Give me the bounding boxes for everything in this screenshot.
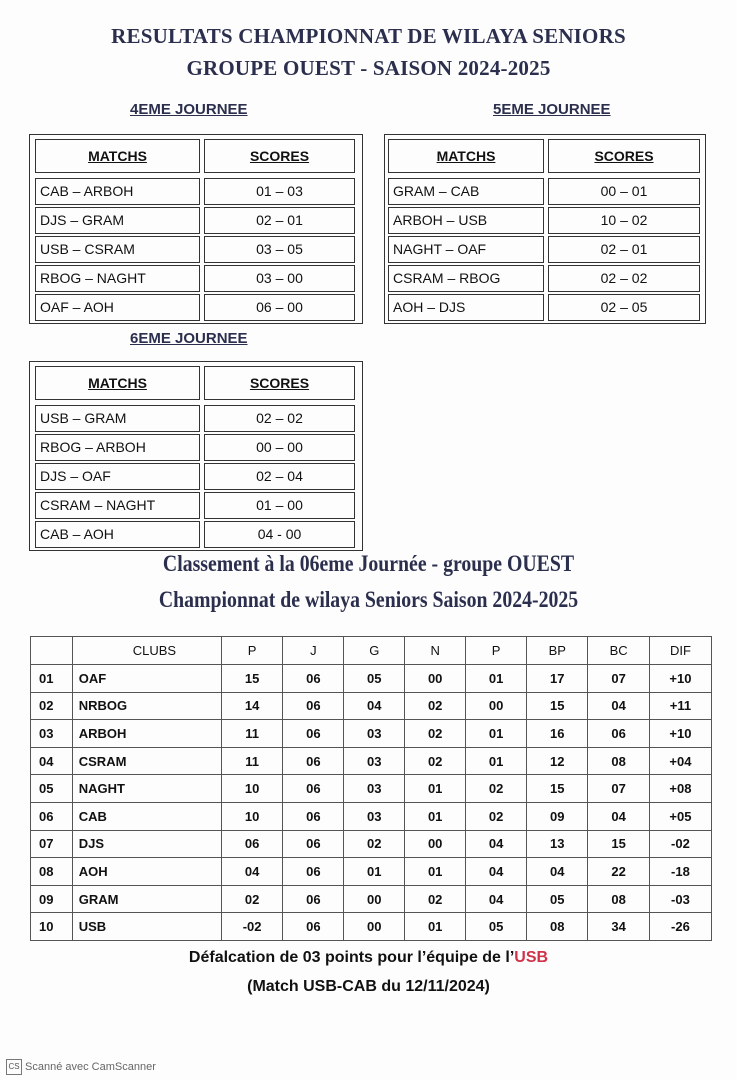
j6-score-cell: 02 – 04 [204, 463, 355, 490]
club-cell: AOH [72, 858, 221, 886]
table-row [31, 802, 712, 830]
stat-cell: +11 [649, 692, 711, 720]
standings-header-cell: DIF [649, 637, 711, 665]
club-cell: OAF [72, 665, 221, 693]
stat-cell: 02 [405, 885, 466, 913]
standings-header-cell: P [221, 637, 283, 665]
j6-header-matchs: MATCHS [35, 366, 200, 400]
stat-cell: 22 [588, 858, 649, 886]
stat-cell: 06 [283, 692, 344, 720]
stat-cell: 10 [221, 802, 283, 830]
stat-cell: 12 [527, 747, 588, 775]
j6-score-cell: 02 – 02 [204, 405, 355, 432]
j5-score-cell: 02 – 02 [548, 265, 700, 292]
stat-cell: 34 [588, 913, 649, 941]
standings-subtitle: Championnat de wilaya Seniors Saison 2024-2025 [158, 587, 579, 612]
j4-match-cell: DJS – GRAM [35, 207, 200, 234]
rank-cell: 08 [31, 858, 73, 886]
table-row [31, 747, 712, 775]
j4-score-cell: 03 – 05 [204, 236, 355, 263]
stat-cell: +10 [649, 665, 711, 693]
stat-cell: 06 [283, 858, 344, 886]
club-cell: ARBOH [72, 720, 221, 748]
j5-score-cell: 02 – 05 [548, 294, 700, 321]
standings-header-cell: G [344, 637, 405, 665]
stat-cell: 00 [466, 692, 527, 720]
penalty-team: USB [514, 949, 549, 966]
standings-header-cell: J [283, 637, 344, 665]
page-title-line1: RESULTATS CHAMPIONNAT DE WILAYA SENIORS [111, 24, 626, 48]
standings-title: Classement à la 06eme Journée - groupe OUEST [162, 551, 575, 576]
stat-cell: 02 [405, 720, 466, 748]
rank-cell: 02 [31, 692, 73, 720]
stat-cell: 17 [527, 665, 588, 693]
stat-cell: 03 [344, 747, 405, 775]
stat-cell: 06 [283, 720, 344, 748]
stat-cell: 01 [405, 775, 466, 803]
stat-cell: 05 [527, 885, 588, 913]
stat-cell: 02 [405, 747, 466, 775]
stat-cell: -03 [649, 885, 711, 913]
stat-cell: 01 [466, 720, 527, 748]
stat-cell: 03 [344, 720, 405, 748]
table-row [31, 692, 712, 720]
j6-title: 6EME JOURNEE [130, 330, 248, 347]
stat-cell: 15 [527, 692, 588, 720]
stat-cell: 06 [283, 747, 344, 775]
stat-cell: 06 [588, 720, 649, 748]
rank-cell: 10 [31, 913, 73, 941]
stat-cell: 07 [588, 665, 649, 693]
j6-match-cell: CSRAM – NAGHT [35, 492, 200, 519]
j6-match-cell: DJS – OAF [35, 463, 200, 490]
rank-cell: 05 [31, 775, 73, 803]
stat-cell: +04 [649, 747, 711, 775]
club-cell: NAGHT [72, 775, 221, 803]
stat-cell: 09 [527, 802, 588, 830]
stat-cell: -26 [649, 913, 711, 941]
stat-cell: 04 [344, 692, 405, 720]
standings-header-cell [31, 637, 73, 665]
club-cell: CAB [72, 802, 221, 830]
stat-cell: 06 [283, 913, 344, 941]
j5-header-matchs: MATCHS [388, 139, 544, 173]
rank-cell: 07 [31, 830, 73, 858]
standings-header-row [31, 637, 712, 665]
stat-cell: +08 [649, 775, 711, 803]
j5-match-cell: AOH – DJS [388, 294, 544, 321]
j6-match-cell: RBOG – ARBOH [35, 434, 200, 461]
stat-cell: 04 [466, 885, 527, 913]
j5-header-scores: SCORES [548, 139, 700, 173]
j6-match-cell: CAB – AOH [35, 521, 200, 548]
stat-cell: 11 [221, 747, 283, 775]
table-row [31, 858, 712, 886]
stat-cell: 08 [588, 747, 649, 775]
stat-cell: 02 [344, 830, 405, 858]
stat-cell: 14 [221, 692, 283, 720]
rank-cell: 06 [31, 802, 73, 830]
stat-cell: +05 [649, 802, 711, 830]
stat-cell: 15 [588, 830, 649, 858]
j4-score-cell: 03 – 00 [204, 265, 355, 292]
stat-cell: 01 [405, 802, 466, 830]
standings-header-cell: CLUBS [72, 637, 221, 665]
standings-header-cell: P [466, 637, 527, 665]
stat-cell: 03 [344, 775, 405, 803]
stat-cell: +10 [649, 720, 711, 748]
stat-cell: 05 [466, 913, 527, 941]
stat-cell: 00 [405, 830, 466, 858]
j4-title: 4EME JOURNEE [130, 101, 248, 118]
table-row [31, 913, 712, 941]
stat-cell: 00 [344, 885, 405, 913]
stat-cell: 06 [283, 775, 344, 803]
stat-cell: 02 [466, 775, 527, 803]
j5-score-cell: 10 – 02 [548, 207, 700, 234]
stat-cell: 08 [588, 885, 649, 913]
j6-header-scores: SCORES [204, 366, 355, 400]
standings-header-cell: N [405, 637, 466, 665]
club-cell: NRBOG [72, 692, 221, 720]
stat-cell: 00 [344, 913, 405, 941]
stat-cell: 02 [466, 802, 527, 830]
stat-cell: 01 [405, 858, 466, 886]
stat-cell: 06 [283, 830, 344, 858]
club-cell: GRAM [72, 885, 221, 913]
club-cell: USB [72, 913, 221, 941]
club-cell: DJS [72, 830, 221, 858]
j5-score-cell: 00 – 01 [548, 178, 700, 205]
j4-header-scores: SCORES [204, 139, 355, 173]
stat-cell: 04 [588, 692, 649, 720]
stat-cell: 02 [405, 692, 466, 720]
stat-cell: 04 [527, 858, 588, 886]
j4-score-cell: 02 – 01 [204, 207, 355, 234]
table-row [31, 665, 712, 693]
j4-match-cell: CAB – ARBOH [35, 178, 200, 205]
stat-cell: 16 [527, 720, 588, 748]
stat-cell: 04 [466, 830, 527, 858]
j6-score-cell: 04 - 00 [204, 521, 355, 548]
j4-score-cell: 06 – 00 [204, 294, 355, 321]
standings-table [30, 636, 712, 941]
table-row [31, 830, 712, 858]
stat-cell: 00 [405, 665, 466, 693]
stat-cell: 06 [283, 802, 344, 830]
table-row [31, 775, 712, 803]
stat-cell: 10 [221, 775, 283, 803]
table-row [31, 720, 712, 748]
j5-title: 5EME JOURNEE [493, 101, 611, 118]
rank-cell: 03 [31, 720, 73, 748]
stat-cell: -02 [649, 830, 711, 858]
stat-cell: 11 [221, 720, 283, 748]
page-title-line2: GROUPE OUEST - SAISON 2024-2025 [186, 56, 551, 80]
camscanner-watermark [6, 1059, 156, 1075]
j4-match-cell: RBOG – NAGHT [35, 265, 200, 292]
rank-cell: 01 [31, 665, 73, 693]
j5-match-cell: NAGHT – OAF [388, 236, 544, 263]
stat-cell: 15 [221, 665, 283, 693]
j6-score-cell: 01 – 00 [204, 492, 355, 519]
j5-match-cell: GRAM – CAB [388, 178, 544, 205]
camscanner-text: Scanné avec CamScanner [25, 1060, 156, 1073]
j5-match-cell: ARBOH – USB [388, 207, 544, 234]
club-cell: CSRAM [72, 747, 221, 775]
penalty-note-text: Défalcation de 03 points pour l’équipe de l’ [188, 949, 515, 966]
stat-cell: 15 [527, 775, 588, 803]
stat-cell: 08 [527, 913, 588, 941]
stat-cell: 06 [221, 830, 283, 858]
penalty-match: (Match USB-CAB du 12/11/2024) [247, 978, 490, 995]
penalty-note [0, 949, 737, 967]
j4-match-cell: OAF – AOH [35, 294, 200, 321]
stat-cell: 04 [588, 802, 649, 830]
stat-cell: 06 [283, 885, 344, 913]
stat-cell: 04 [221, 858, 283, 886]
camscanner-icon: CS [6, 1059, 22, 1075]
stat-cell: 07 [588, 775, 649, 803]
stat-cell: 06 [283, 665, 344, 693]
stat-cell: -02 [221, 913, 283, 941]
stat-cell: -18 [649, 858, 711, 886]
j4-match-cell: USB – CSRAM [35, 236, 200, 263]
j6-score-cell: 00 – 00 [204, 434, 355, 461]
stat-cell: 02 [221, 885, 283, 913]
stat-cell: 01 [466, 665, 527, 693]
stat-cell: 01 [466, 747, 527, 775]
stat-cell: 04 [466, 858, 527, 886]
j4-score-cell: 01 – 03 [204, 178, 355, 205]
rank-cell: 04 [31, 747, 73, 775]
j5-match-cell: CSRAM – RBOG [388, 265, 544, 292]
j5-score-cell: 02 – 01 [548, 236, 700, 263]
standings-header-cell: BC [588, 637, 649, 665]
stat-cell: 01 [344, 858, 405, 886]
j4-header-matchs: MATCHS [35, 139, 200, 173]
rank-cell: 09 [31, 885, 73, 913]
j6-match-cell: USB – GRAM [35, 405, 200, 432]
stat-cell: 13 [527, 830, 588, 858]
standings-header-cell: BP [527, 637, 588, 665]
stat-cell: 03 [344, 802, 405, 830]
table-row [31, 885, 712, 913]
stat-cell: 01 [405, 913, 466, 941]
stat-cell: 05 [344, 665, 405, 693]
